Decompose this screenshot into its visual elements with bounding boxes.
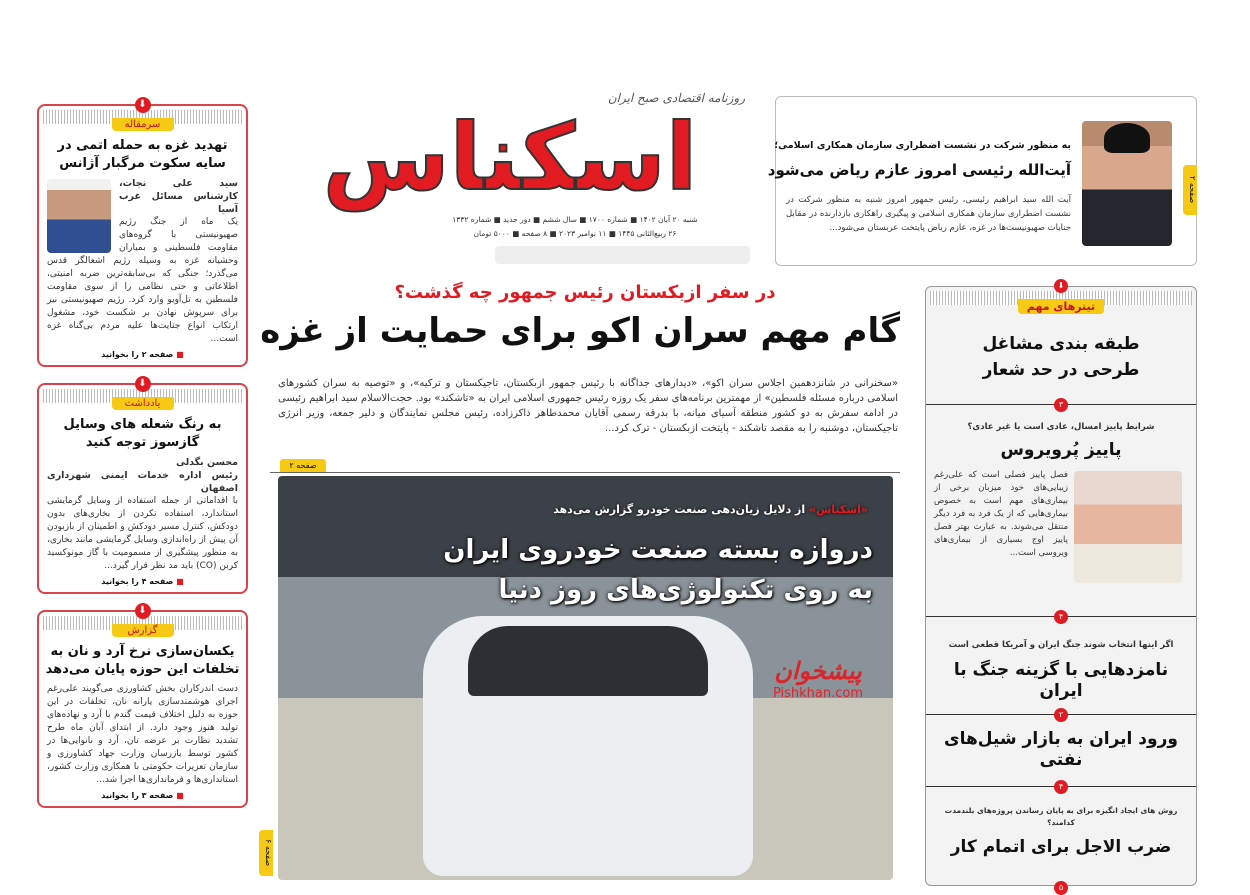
headline-item[interactable] [926,405,1196,621]
report-body: دست اندرکاران بخش کشاورزی می‌گویند علی‌رغم اجرای هوشمندسازی یارانه نان، تخلفات در این حوزه به دلیل اختلاف قیمت گندم با آرد و نهاده‌های تولید هنوز وجود دارد. از ابتدای آبان ماه طرح تشدید نظارت بر عرضه نان، آرد و نانوایی‌ها در کشور توسط بازرسان وزارت جهاد کشاورزی و سازمان تعزیرات حکومتی با همکاری وزارت کشور، استانداری‌ها و فرمانداری‌ها اجرا شد... [47,684,238,785]
photo-kicker [553,502,868,518]
divider [270,472,900,473]
masthead-bar [495,246,750,264]
tagline: روزنامه اقتصادی صبح ایران [607,91,745,105]
author-role: رئیس اداره خدمات ایمنی شهرداری اصفهان [47,470,238,494]
headline-kicker: اگر اینها انتخاب شوند جنگ ایران و آمریکا قطعی است [948,640,1174,650]
arrow-down-icon: ⬇ [135,603,151,619]
section-tag: تیترهای مهم [1018,299,1104,314]
headline-item[interactable] [926,327,1196,409]
brand-name: «اسکناس» [809,503,868,516]
headline-kicker: شرایط پاییز امسال، عادی است یا غیر عادی؟ [967,422,1155,432]
section-tag: سرمقاله [112,118,174,131]
section-tag: گزارش [112,624,174,637]
report-title[interactable]: یکسان‌سازی نرخ آرد و نان به تخلفات این حوزه پایان می‌دهد [45,644,240,677]
arrow-down-icon: ⬇ [135,376,151,392]
note-body: با اقداماتی از جمله استفاده از وسایل گرمایشی استاندارد، استفاده نکردن از بخاری‌های بدون دودکش، کنترل مسیر دودکش و اطمینان از بازبودن آن پیش از راه‌اندازی وسایل گرمایشی مانند بخاری، به منظور پیشگیری از مسمومیت با گاز مونوکسید کربن (CO) باید مد نظر قرار گیرد... [47,496,238,571]
arrow-down-icon: ⬇ [135,97,151,113]
headline-item[interactable] [926,617,1196,719]
report-box [37,605,248,808]
headline-title: ورود ایران به بازار شیل‌های نفتی [944,729,1178,770]
headline-item[interactable] [926,715,1196,791]
masthead [265,90,755,270]
headline-body: فصل پاییز فصلی است که علی‌رغم زیبایی‌های خود میزبان برخی از بیماری‌های مهم است به خصوص بیماری‌هایی که از یک فرد به فرد دیگر منتقل می‌شوند. به عبارت بهتر فصل پاییز اوج بسیاری از بیماری‌های ویروسی است... [934,470,1068,558]
read-more-link[interactable]: ■ صفحه ۴ را بخوانید [39,577,246,586]
newspaper-logo: اسکناس [322,104,698,211]
headline-title: ضرب الاجل برای اتمام کار [950,837,1172,857]
page-tab[interactable]: صفحه ۶ [259,830,273,876]
headlines-box [925,281,1197,892]
note-title[interactable]: به رنگ شعله های وسایل گازسوز توجه کنید [63,417,222,450]
top-story [767,96,1197,266]
left-column [37,99,248,808]
page-number: ۲ [1054,708,1068,722]
photo-headline-2[interactable]: به روی تکنولوژی‌های روز دنیا [498,575,873,605]
date-line-1: شنبه ۲۰ آبان ۱۴۰۲ ■ شماره ۱۷۰۰ ■ سال ششم ■ دور جدید ■ شماره ۱۳۳۲ [452,215,698,224]
top-story-title[interactable]: آیت‌الله رئیسی امروز عازم ریاض می‌شود [767,161,1071,179]
photo-headline-1[interactable]: دروازه بسته صنعت خودروی ایران [443,535,873,565]
headline-title: پاییز پُرویروس [1000,440,1122,460]
lead-body: «سخنرانی در شانزدهمین اجلاس سران اکو»، «دیدارهای جداگانه با رئیس جمهور ازبکستان، تاجیکستان و ترکیه»، و «توصیه به سران کشورهای اسلامی درباره مسئله فلسطین» از مهمترین برنامه‌های سفر یک روزه رئیس جمهوری اسلامی ایران به «تاشکند» بود. حجت‌الاسلام سید ابراهیم رئیسی در ادامه سفرش به دو کشور منطقه آسیای میانه، با بدرقه رسمی آقایان محمدطاهر ذاکرزاده، رئیس مجلس نمایندگان و دلیر جمعه، وزیر انرژی تاجیکستان، دوشنبه را به مقصد تاشکند - پایتخت ازبکستان - ترک کرد... [278,378,898,434]
page-number: ۳ [1054,398,1068,412]
top-story-body: آیت الله سید ابراهیم رئیسی، رئیس جمهور امروز شنبه به منظور شرکت در نشست اضطراری سازمان همکاری اسلامی و پیگیری راهکاری بازدارنده در مقابل جنایات صهیونیست‌ها در غزه، عازم ریاض پایتخت عربستان می‌شود... [786,195,1071,233]
watermark-en: Pishkhan.com [772,686,864,701]
lead-headline[interactable]: گام مهم سران اکو برای حمایت از غزه [260,311,900,351]
editorial-body: یک ماه از جنگ رژیم صهیونیستی با گروه‌های مقاومت فلسطینی و بمباران وحشیانه غزه به وسیله رژیم اشغالگر قدس می‌گذرد؛ جنگی که بی‌سابقه‌ترین ضربه امنیتی، اطلاعاتی و حتی نظامی را از سوی مقاومت فلسطین به تل‌آویو وارد کرد. رژیم صهیونیستی نیز برای سرپوش نهادن بر شکست خود، مشغول ارتکاب انواع جنایت‌ها علیه مردم بی‌گناه غزه است... [47,217,238,344]
lead-kicker: در سفر ازبکستان رئیس جمهور چه گذشت؟ [394,282,776,303]
author-photo [47,179,111,253]
headline-kicker: روش های ایجاد انگیزه برای به پایان رساندن پروژه‌های بلندمدت کدامند؟ [944,806,1178,827]
page-number: ۴ [1054,780,1068,794]
editorial-box [37,99,248,367]
watermark-fa: پیشخوان [774,657,862,685]
read-more-link[interactable]: ■ صفحه ۲ را بخوانید [39,350,246,359]
read-more-link[interactable]: ■ صفحه ۳ را بخوانید [39,791,246,800]
headline-item[interactable] [926,787,1196,892]
watermark [758,656,878,702]
page-number: ۵ [1054,881,1068,895]
windshield [468,626,708,696]
headline-title: نامزدهایی با گزینه جنگ با ایران [953,660,1169,701]
page-number: ۴ [1054,610,1068,624]
president-photo [1082,121,1172,246]
note-box [37,378,248,594]
top-story-kicker: به منظور شرکت در نشست اضطراری سازمان همکاری اسلامی؛ [774,140,1071,151]
editorial-title[interactable]: تهدید غزه به حمله اتمی در سایه سکوت مرگبار آژانس [57,138,228,171]
section-tag: یادداشت [112,397,174,410]
headline-title: طبقه بندی مشاغل طرحی در حد شعار [982,334,1140,380]
page-tag[interactable]: صفحه ۲ [280,459,326,472]
author: سید علی نجات، کارشناس مسائل غرب آسیا [119,178,238,215]
photo-kicker-text: از دلایل زیان‌دهی صنعت خودرو گزارش می‌دهد [553,503,806,516]
page-tab[interactable]: صفحه ۲ [1183,165,1197,215]
date-line-2: ۲۶ ربیع‌الثانی ۱۴۴۵ ■ ۱۱ نوامبر ۲۰۲۳ ■ ۸ صفحه ■ ۵۰۰۰ تومان [473,229,677,238]
sick-child-photo [1074,471,1182,583]
author: محسن بگدلی [175,457,238,468]
arrow-down-icon: ⬇ [1054,279,1068,293]
car-factory-photo [278,476,893,880]
